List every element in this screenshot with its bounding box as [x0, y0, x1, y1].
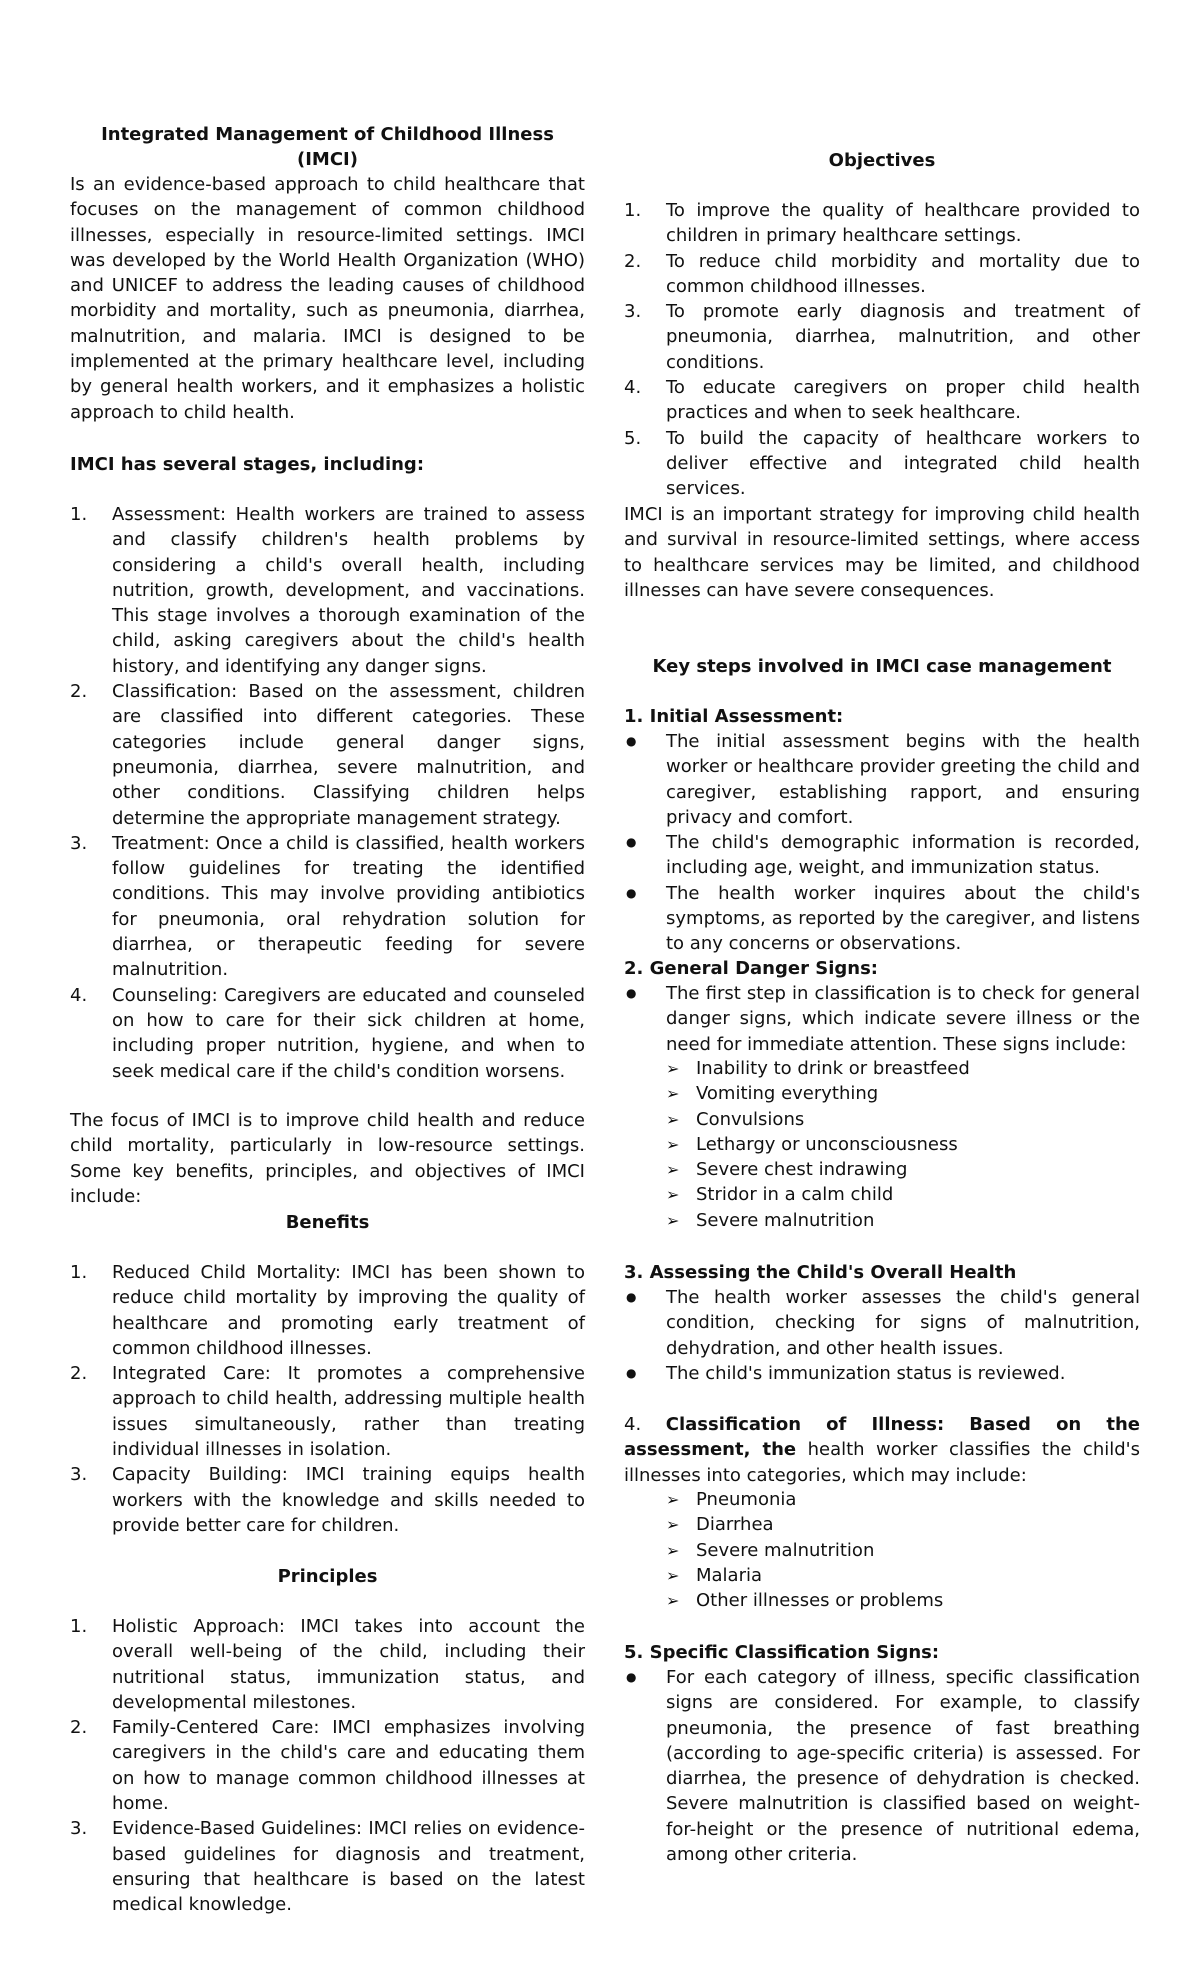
overall-health-heading: 3. Assessing the Child's Overall Health: [624, 1262, 1017, 1283]
item-number: 5.: [624, 427, 642, 449]
item-text: The child's demographic information is recorded, including age, weight, and immunization status.: [666, 832, 1140, 879]
list-item: [624, 375, 1140, 426]
item-text: Severe malnutrition: [696, 1539, 875, 1561]
item-text: The health worker inquires about the child's symptoms, as reported by the caregiver, and listens to any concerns or observations.: [666, 882, 1140, 955]
specific-signs-heading: 5. Specific Classification Signs:: [624, 1642, 940, 1663]
item-text: Other illnesses or problems: [696, 1590, 944, 1612]
item-text: Malaria: [696, 1564, 763, 1586]
list-item: [624, 426, 1140, 502]
item-text: Holistic Approach: IMCI takes into account the overall well-being of the child, including their nutritional status, immunization status, and developmental milestones.: [112, 1616, 585, 1713]
key-steps-heading: Key steps involved in IMCI case management: [652, 656, 1112, 677]
item-text: To promote early diagnosis and treatment of pneumonia, diarrhea, malnutrition, and other conditions.: [666, 301, 1140, 373]
item-text: Integrated Care: It promotes a comprehensive approach to child health, addressing multiple health issues simultaneously, rather than treating individual illnesses in isolation.: [112, 1363, 585, 1461]
arrow-bullet-icon: ➢: [666, 1210, 680, 1230]
list-item: [70, 831, 585, 983]
item-text: Stridor in a calm child: [696, 1184, 894, 1206]
bullet-icon: ●: [626, 885, 637, 900]
item-text: To improve the quality of healthcare provided to children in primary healthcare settings.: [666, 200, 1140, 247]
list-item: [70, 1715, 585, 1816]
danger-signs-sublist: [624, 1056, 1140, 1233]
classification-paragraph: [624, 1412, 1140, 1488]
overall-health-list: [624, 1285, 1140, 1386]
list-item: [70, 1816, 585, 1917]
item-text: Severe malnutrition: [696, 1209, 875, 1231]
importance-paragraph: IMCI is an important strategy for improving child health and survival in resource-limited settings, where access to healthcare services may be limited, and childhood illnesses can have severe consequences.: [624, 504, 1140, 601]
arrow-bullet-icon: ➢: [666, 1134, 680, 1154]
principles-heading: Principles: [277, 1566, 378, 1587]
arrow-bullet-icon: ➢: [666, 1109, 680, 1129]
item-text: The initial assessment begins with the health worker or healthcare provider greeting the child and caregiver, establishing rapport, and ensuring privacy and comfort.: [666, 731, 1140, 828]
page-title: Integrated Management of Childhood Illness (IMCI): [101, 124, 554, 171]
bullet-icon: ●: [626, 1670, 637, 1684]
arrow-bullet-icon: ➢: [666, 1565, 680, 1585]
list-item: [70, 679, 585, 831]
classification-number: 4.: [624, 1414, 666, 1435]
item-number: 2.: [70, 681, 88, 703]
list-item: [624, 198, 1140, 249]
item-text: Treatment: Once a child is classified, health workers follow guidelines for treating the identified conditions. This may involve providing antibiotics for pneumonia, oral rehydration solution for diarrhea, or therapeutic feeding for severe malnutrition.: [112, 832, 585, 981]
item-number: 2.: [70, 1717, 88, 1739]
item-text: Classification: Based on the assessment, children are classified into different categories. These categories include general danger signs, pneumonia, diarrhea, severe malnutrition, and other conditions. Classifying children helps determine the appropriate management strategy.: [112, 681, 585, 829]
item-number: 3.: [70, 832, 88, 854]
list-item: [624, 249, 1140, 300]
item-number: 1.: [624, 200, 642, 221]
item-number: 3.: [70, 1464, 88, 1486]
list-item: [666, 1081, 1140, 1106]
initial-assessment-list: [624, 729, 1140, 957]
stages-heading: IMCI has several stages, including:: [70, 454, 425, 475]
item-number: 1.: [70, 504, 88, 525]
item-text: The first step in classification is to check for general danger signs, which indicate severe illness or the need for immediate attention. These signs include:: [666, 983, 1140, 1055]
item-text: Diarrhea: [696, 1514, 774, 1536]
list-item: [70, 983, 585, 1084]
intro-paragraph: Is an evidence-based approach to child healthcare that focuses on the management of common childhood illnesses, especially in resource-limited settings. IMCI was developed by the World Health Organization (WHO) and UNICEF to address the leading causes of childhood morbidity and mortality, such as pneumonia, diarrhea, malnutrition, and malaria. IMCI is designed to be implemented at the primary healthcare level, including by general health workers, and it emphasizes a holistic approach to child health.: [70, 174, 585, 423]
danger-signs-heading: 2. General Danger Signs:: [624, 958, 878, 979]
item-text: Evidence-Based Guidelines: IMCI relies on evidence-based guidelines for diagnosis and treatment, ensuring that healthcare is based on the latest medical knowledge.: [112, 1818, 585, 1916]
objectives-list: [624, 198, 1140, 502]
item-text: To build the capacity of healthcare workers to deliver effective and integrated child health services.: [666, 427, 1140, 500]
item-text: Convulsions: [696, 1108, 805, 1130]
bullet-icon: ●: [626, 835, 637, 850]
item-text: Counseling: Caregivers are educated and counseled on how to care for their sick children at home, including proper nutrition, hygiene, and when to seek medical care if the child's condition worsens.: [112, 984, 585, 1082]
item-number: 4.: [624, 377, 642, 399]
item-text: To educate caregivers on proper child health practices and when to seek healthcare.: [666, 377, 1140, 424]
item-number: 2.: [624, 250, 642, 272]
bullet-icon: ●: [626, 1365, 637, 1380]
item-number: 2.: [70, 1363, 88, 1385]
list-item: [666, 1588, 1140, 1613]
item-text: Vomiting everything: [696, 1083, 879, 1105]
list-item: [666, 1512, 1140, 1537]
benefits-heading: Benefits: [285, 1212, 370, 1233]
list-item: [666, 1107, 1140, 1132]
item-number: 3.: [624, 301, 642, 323]
list-item: [666, 1208, 1140, 1233]
list-item: [70, 502, 585, 679]
item-text: The child's immunization status is reviewed.: [666, 1362, 1066, 1384]
arrow-bullet-icon: ➢: [666, 1185, 680, 1205]
classification-categories: [624, 1487, 1140, 1613]
initial-assessment-heading: 1. Initial Assessment:: [624, 706, 844, 727]
item-text: To reduce child morbidity and mortality due to common childhood illnesses.: [666, 250, 1140, 297]
list-item: [666, 1132, 1140, 1157]
item-text: The health worker assesses the child's general condition, checking for signs of malnutrition, dehydration, and other health issues.: [666, 1287, 1140, 1359]
item-text: Reduced Child Mortality: IMCI has been shown to reduce child mortality by improving the quality of healthcare and promoting early treatment of common childhood illnesses.: [112, 1262, 585, 1359]
list-item: [666, 1487, 1140, 1512]
arrow-bullet-icon: ➢: [666, 1490, 680, 1509]
objectives-heading: Objectives: [828, 150, 936, 171]
list-item: [70, 1260, 585, 1361]
classification-heading: Classification of Illness: Based on the assessment, the: [624, 1414, 1140, 1461]
item-text: Assessment: Health workers are trained to assess and classify children's health problems by considering a child's overall health, including nutrition, growth, development, and vaccinations. This stage involves a thorough examination of the child, asking caregivers about the child's health history, and identifying any danger signs.: [112, 504, 585, 677]
benefits-list: [70, 1260, 585, 1538]
list-item: [666, 1182, 1140, 1207]
list-item: [70, 1614, 585, 1715]
list-item: [624, 1285, 1140, 1361]
arrow-bullet-icon: ➢: [666, 1059, 680, 1078]
list-item: [624, 881, 1140, 957]
item-number: 1.: [70, 1262, 88, 1283]
list-item: [70, 1361, 585, 1462]
stages-list: [70, 502, 585, 1084]
arrow-bullet-icon: ➢: [666, 1084, 680, 1104]
list-item: [666, 1563, 1140, 1588]
list-item: [70, 1462, 585, 1538]
arrow-bullet-icon: ➢: [666, 1591, 680, 1611]
item-number: 3.: [70, 1818, 88, 1840]
list-item: [624, 981, 1140, 1057]
bullet-icon: ●: [626, 734, 637, 748]
arrow-bullet-icon: ➢: [666, 1515, 680, 1535]
list-item: [624, 1665, 1140, 1867]
bullet-icon: ●: [626, 986, 637, 1000]
list-item: [624, 729, 1140, 830]
specific-signs-list: [624, 1665, 1140, 1867]
arrow-bullet-icon: ➢: [666, 1160, 680, 1180]
principles-list: [70, 1614, 585, 1918]
item-text: Lethargy or unconsciousness: [696, 1133, 958, 1155]
item-number: 1.: [70, 1616, 88, 1637]
item-text: Family-Centered Care: IMCI emphasizes involving caregivers in the child's care and educating them on how to manage common childhood illnesses at home.: [112, 1717, 585, 1815]
arrow-bullet-icon: ➢: [666, 1540, 680, 1560]
bullet-icon: ●: [626, 1290, 637, 1304]
list-item: [624, 1361, 1140, 1386]
item-text: Severe chest indrawing: [696, 1159, 908, 1181]
item-text: Pneumonia: [696, 1489, 797, 1510]
list-item: [666, 1056, 1140, 1081]
item-text: For each category of illness, specific classification signs are considered. For example, to classify pneumonia, the presence of fast breathing (according to age-specific criteria) is assessed. For diarrhea, the presence of dehydration is checked. Severe malnutrition is classified based on weight-for-height or the presence of nutritional edema, among other criteria.: [666, 1667, 1140, 1866]
item-number: 4.: [70, 984, 88, 1006]
list-item: [624, 299, 1140, 375]
item-text: Capacity Building: IMCI training equips health workers with the knowledge and skills needed to provide better care for children.: [112, 1464, 585, 1536]
focus-paragraph: The focus of IMCI is to improve child health and reduce child mortality, particularly in low-resource settings. Some key benefits, principles, and objectives of IMCI include:: [70, 1110, 585, 1207]
list-item: [624, 830, 1140, 881]
list-item: [666, 1538, 1140, 1563]
list-item: [666, 1157, 1140, 1182]
danger-signs-list: [624, 981, 1140, 1057]
classification-text: health worker classifies the child's illnesses into categories, which may include:: [624, 1439, 1140, 1486]
item-text: Inability to drink or breastfeed: [696, 1058, 970, 1079]
